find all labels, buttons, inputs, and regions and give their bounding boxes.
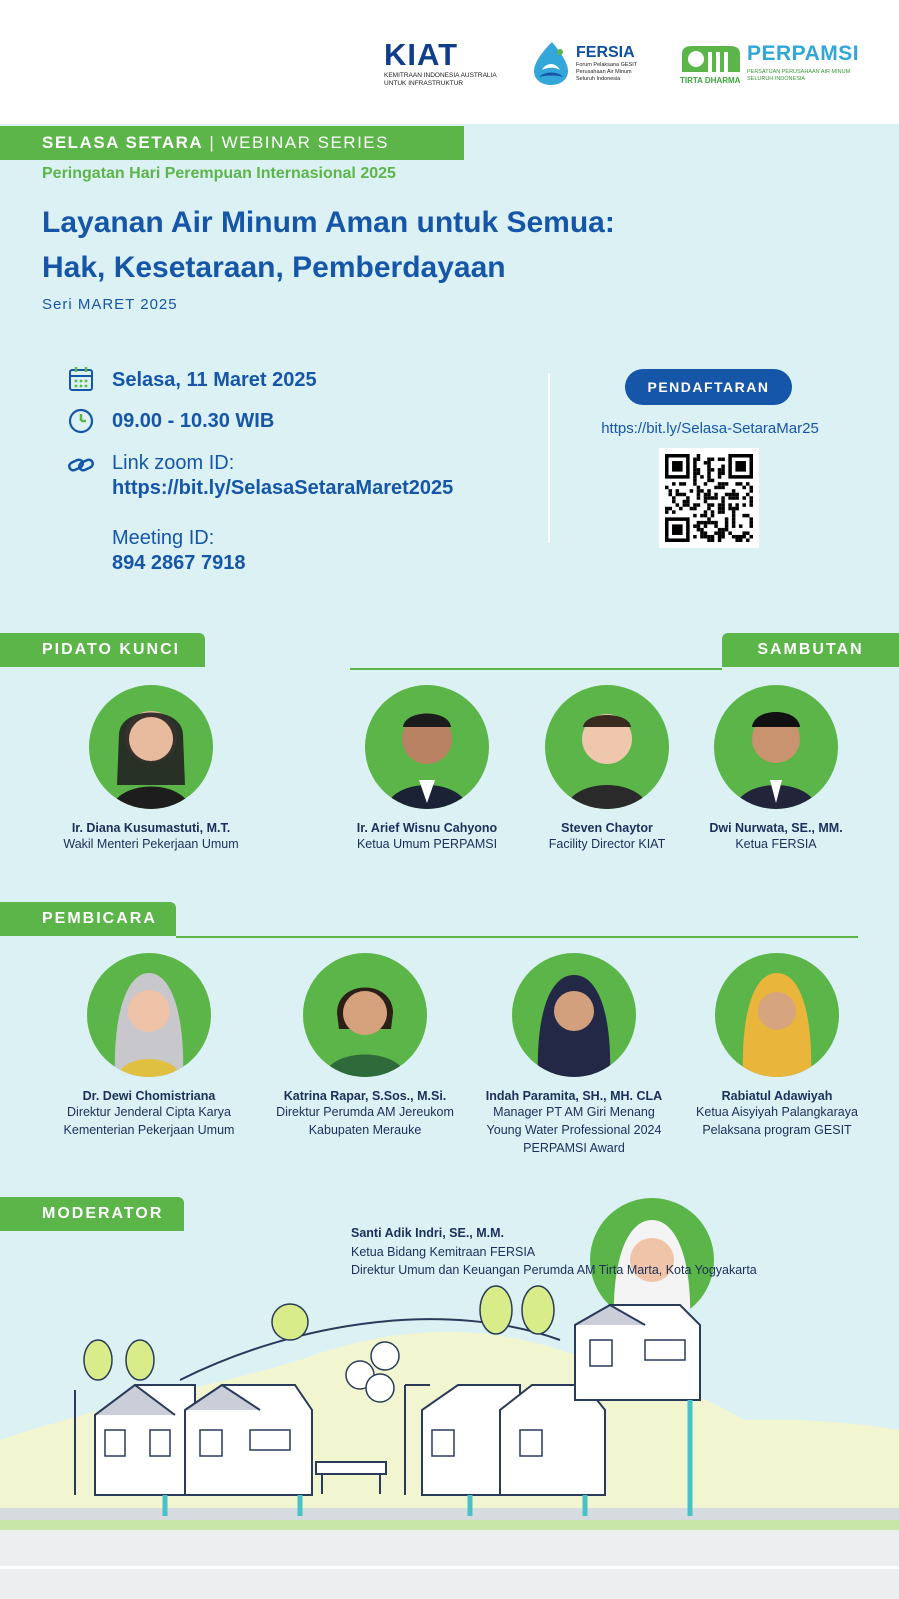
meeting-id-label: Meeting ID: bbox=[112, 527, 215, 549]
person-name: Katrina Rapar, S.Sos., M.Si. bbox=[283, 1089, 447, 1103]
person-role: Facility Director KIAT bbox=[548, 837, 666, 851]
zoom-label: Link zoom ID: bbox=[112, 452, 235, 474]
perpamsi-sub1: PERSATUAN PERUSAHAAN AIR MINUM bbox=[747, 69, 851, 75]
moderator-role-2: Direktur Umum dan Keuangan Perumda AM Tirta Marta, Kota Yogyakarta bbox=[351, 1263, 757, 1277]
series-type: WEBINAR SERIES bbox=[221, 133, 389, 152]
perpamsi-logo-word: PERPAMSI bbox=[747, 42, 860, 65]
meeting-id: 894 2867 7918 bbox=[112, 552, 246, 574]
person-role: Direktur Perumda AM Jereukom bbox=[276, 1105, 454, 1119]
grass-strip bbox=[0, 1520, 899, 1530]
person-photo-icon bbox=[512, 953, 636, 1077]
keynote-person bbox=[46, 685, 256, 853]
person-role: PERPAMSI Award bbox=[523, 1141, 625, 1155]
person-photo-icon bbox=[714, 685, 838, 809]
avatar bbox=[87, 953, 211, 1077]
registration-button[interactable]: PENDAFTARAN bbox=[625, 369, 792, 405]
avatar bbox=[89, 685, 213, 809]
kiat-logo-sub2: UNTUK INFRASTRUKTUR bbox=[384, 80, 464, 87]
registration-qr-code[interactable] bbox=[659, 448, 759, 548]
event-title-line2: Hak, Kesetaraan, Pemberdayaan bbox=[42, 251, 506, 284]
person-role: Ketua Aisyiyah Palangkaraya bbox=[696, 1105, 858, 1119]
info-divider bbox=[548, 373, 550, 543]
welcome-divider-line bbox=[350, 668, 722, 670]
person-role: Kabupaten Merauke bbox=[308, 1123, 422, 1137]
person-name: Ir. Diana Kusumastuti, M.T. bbox=[71, 821, 231, 835]
welcome-person bbox=[332, 685, 522, 853]
perpamsi-tagline: TIRTA DHARMA bbox=[680, 76, 741, 85]
speakers-divider-line bbox=[176, 936, 858, 938]
qr-code-pattern bbox=[665, 454, 753, 542]
speaker-person bbox=[471, 953, 677, 1157]
moderator-tag: MODERATOR bbox=[0, 1197, 184, 1231]
person-role: Ketua Umum PERPAMSI bbox=[356, 837, 498, 851]
fersia-logo-sub bbox=[576, 62, 656, 83]
kiat-logo-sub1: KEMITRAAN INDONESIA AUSTRALIA bbox=[384, 72, 497, 79]
fersia-logo-word: FERSIA bbox=[576, 44, 635, 61]
person-photo-icon bbox=[545, 685, 669, 809]
perpamsi-sub2: SELURUH INDONESIA bbox=[747, 76, 806, 82]
sidewalk bbox=[0, 1508, 899, 1520]
perpamsi-emblem-icon bbox=[680, 44, 742, 74]
person-name: Indah Paramita, SH., MH. CLA bbox=[485, 1089, 663, 1103]
person-name: Rabiatul Adawiyah bbox=[721, 1089, 833, 1103]
welcome-tag: SAMBUTAN bbox=[722, 633, 899, 667]
fersia-logo bbox=[530, 40, 660, 90]
person-photo-icon bbox=[365, 685, 489, 809]
keynote-tag: PIDATO KUNCI bbox=[0, 633, 205, 667]
fersia-sub3: Seluruh Indonesia bbox=[576, 76, 621, 82]
person-role: Wakil Menteri Pekerjaan Umum bbox=[63, 837, 239, 851]
event-time: 09.00 - 10.30 WIB bbox=[112, 410, 275, 432]
event-title-line1: Layanan Air Minum Aman untuk Semua: bbox=[42, 206, 615, 239]
link-icon bbox=[68, 452, 94, 478]
person-name: Dwi Nurwata, SE., MM. bbox=[709, 821, 843, 835]
person-name: Dr. Dewi Chomistriana bbox=[82, 1089, 216, 1103]
kiat-logo-word: KIAT bbox=[384, 37, 459, 72]
avatar bbox=[365, 685, 489, 809]
person-photo-icon bbox=[303, 953, 427, 1077]
fersia-sub2: Perusahaan Air Minum bbox=[576, 69, 632, 75]
registration-link[interactable]: https://bit.ly/Selasa-SetaraMar25 bbox=[601, 420, 819, 437]
person-role: Direktur Jenderal Cipta Karya bbox=[67, 1105, 231, 1119]
perpamsi-logo-sub bbox=[747, 69, 857, 83]
road bbox=[0, 1530, 899, 1599]
moderator-role-1: Ketua Bidang Kemitraan FERSIA bbox=[351, 1245, 536, 1259]
speaker-person bbox=[262, 953, 468, 1139]
event-title bbox=[42, 200, 802, 290]
person-role: Young Water Professional 2024 bbox=[486, 1123, 662, 1137]
person-role: Manager PT AM Giri Menang bbox=[493, 1105, 655, 1119]
speakers-tag: PEMBICARA bbox=[0, 902, 176, 936]
speaker-person bbox=[674, 953, 880, 1139]
series-banner bbox=[0, 126, 464, 160]
avatar bbox=[714, 685, 838, 809]
kiat-logo bbox=[384, 37, 499, 92]
event-date: Selasa, 11 Maret 2025 bbox=[112, 369, 317, 391]
series-edition: Seri MARET 2025 bbox=[42, 296, 178, 313]
road-marking bbox=[0, 1566, 899, 1569]
event-subtitle: Peringatan Hari Perempuan Internasional 2025 bbox=[42, 165, 396, 182]
person-photo-icon bbox=[715, 953, 839, 1077]
avatar bbox=[303, 953, 427, 1077]
clock-icon bbox=[68, 408, 94, 434]
person-photo-icon bbox=[89, 685, 213, 809]
welcome-person bbox=[512, 685, 702, 853]
person-role: Ketua FERSIA bbox=[735, 837, 817, 851]
person-role: Kementerian Pekerjaan Umum bbox=[63, 1123, 235, 1137]
person-name: Steven Chaytor bbox=[561, 821, 653, 835]
logo-bar bbox=[0, 0, 899, 124]
series-name: SELASA SETARA bbox=[42, 133, 204, 152]
welcome-person bbox=[681, 685, 871, 853]
speaker-person bbox=[46, 953, 252, 1139]
neighborhood-illustration bbox=[0, 1280, 899, 1599]
avatar bbox=[545, 685, 669, 809]
avatar bbox=[715, 953, 839, 1077]
avatar bbox=[512, 953, 636, 1077]
calendar-icon bbox=[68, 366, 94, 392]
person-name: Ir. Arief Wisnu Cahyono bbox=[356, 821, 498, 835]
perpamsi-logo bbox=[680, 42, 860, 92]
fersia-sub1: Forum Pelaksana GESIT bbox=[576, 62, 638, 68]
person-photo-icon bbox=[87, 953, 211, 1077]
series-separator: | bbox=[203, 133, 222, 152]
zoom-link[interactable]: https://bit.ly/SelasaSetaraMaret2025 bbox=[112, 477, 454, 499]
fersia-drop-icon bbox=[530, 40, 572, 86]
moderator-name: Santi Adik Indri, SE., M.M. bbox=[351, 1226, 505, 1240]
person-role: Pelaksana program GESIT bbox=[702, 1123, 852, 1137]
